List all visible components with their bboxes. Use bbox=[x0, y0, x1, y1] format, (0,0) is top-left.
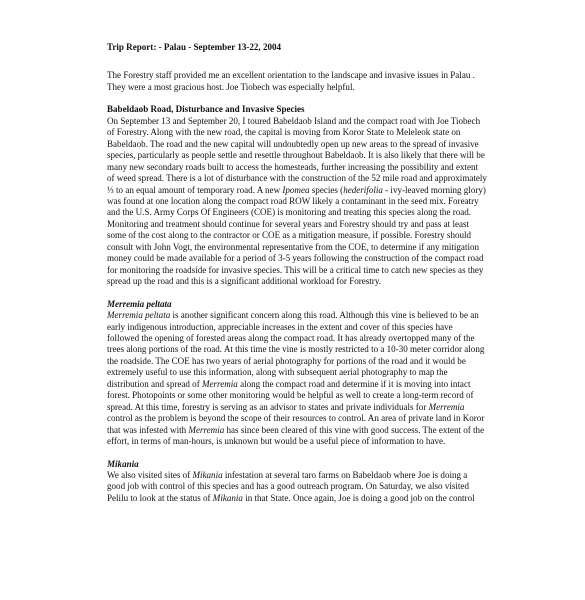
babeldaob-paragraph bbox=[107, 116, 487, 288]
species-name: Merremia peltata bbox=[107, 310, 171, 321]
section-heading-mikania: Mikania bbox=[107, 458, 139, 469]
text-run: infestation at several taro farms on Babeldaob where Joe is doing a good job with control of this species and has a good outreach program. On Saturday, we also visited Pelilu to look at the status of bbox=[107, 469, 469, 503]
spacer bbox=[107, 448, 487, 459]
species-name: Ipomea bbox=[282, 184, 310, 195]
text-run: along the compact road and determine if it is moving into intact forest. Photopoints or some other monitoring would be helpful as well to create a long-term record of spread. At this time, forestry is serving as an advisor to states and private individuals for bbox=[107, 378, 474, 412]
text-run: On September 13 and September 20, I toured Babeldaob Island and the compact road with Joe Tiobech of Forestry. Along with the new road, the capital is moving from Koror State to Meleleok state on Babeldaob. The road and the new capital will undoubtedly open up new areas to the spread of invasive species, particularly as people settle and resettle throughout Babeldaob. It is also likely that there will be many new secondary roads built to access the homesteads, further increasing the possibility and extent of weed spread. There is a lot of disturbance with the construction of the 52 mile road and approximately ⅓ to an equal amount of temporary road. A new bbox=[107, 115, 487, 195]
document-page bbox=[107, 42, 487, 504]
text-run: control as the problem is beyond the scope of their resources to control. An area of private land in Koror that was infested with bbox=[107, 413, 485, 435]
text-run: species ( bbox=[309, 184, 344, 195]
report-title: Trip Report: - Palau - September 13-22, 2004 bbox=[107, 42, 282, 52]
section-heading-merremia: Merremia peltata bbox=[107, 298, 172, 309]
species-name: Merremia bbox=[188, 424, 225, 435]
species-name: Mikania bbox=[212, 492, 243, 503]
merremia-paragraph bbox=[107, 310, 487, 447]
intro-paragraph: The Forestry staff provided me an excellent orientation to the landscape and invasive issues in Palau . They were a most gracious host. Joe Tiobech was especially helpful. bbox=[107, 70, 475, 92]
mikania-paragraph bbox=[107, 470, 487, 504]
species-name: hederifolia bbox=[343, 184, 383, 195]
text-run: is another significant concern along this road. Although this vine is believed to be an early indigenous introduction, appreciable increases in the extent and cover of this species have followed the opening of forested areas along the compact road. It has already overtopped many of the trees along portions of the road. At this time the vine is mostly restricted to a 10-30 meter corridor along the roadside. The COE has two years of aerial photography for portions of the road and it would be extremely useful to use this information, along with subsequent aerial photography to map the distribution and spread of bbox=[107, 310, 485, 389]
section-heading-babeldaob: Babeldaob Road, Disturbance and Invasive Species bbox=[107, 104, 305, 115]
text-run: - ivy-leaved morning glory) was found at one location along the compact road ROW likely a contaminant in the seed mix. Foreatry and the U.S. Army Corps Of Engineers (COE) is monitoring and treating this species along the road. Monitoring and treatment should continue for several years and Forestry should try and pass at least some of the cost along to the contractor or COE as a mitigation measure, if possible. Forestry should consult with John Vogt, the environmental representative from the COE, to determine if any mitigation money could be made available for a period of 3-5 years following the construction of the compact road for monitoring the roadside for invasive species. This will be a critical time to catch new species as they spread up the road and this is a significant additional workload for Forestry. bbox=[107, 184, 486, 287]
text-run: in that State. Once again, Joe is doing a good job on the control bbox=[242, 492, 475, 503]
species-name: Mikania bbox=[192, 469, 223, 480]
species-name: Merremia bbox=[428, 401, 465, 412]
text-run: has since been cleared of this vine with good success. The extent of the effort, in terms of man-hours, is unknown but would be a useful piece of information to have. bbox=[107, 424, 485, 447]
spacer bbox=[107, 93, 487, 104]
text-run: We also visited sites of bbox=[107, 469, 193, 480]
spacer bbox=[107, 288, 487, 299]
species-name: Merremia bbox=[201, 378, 238, 389]
